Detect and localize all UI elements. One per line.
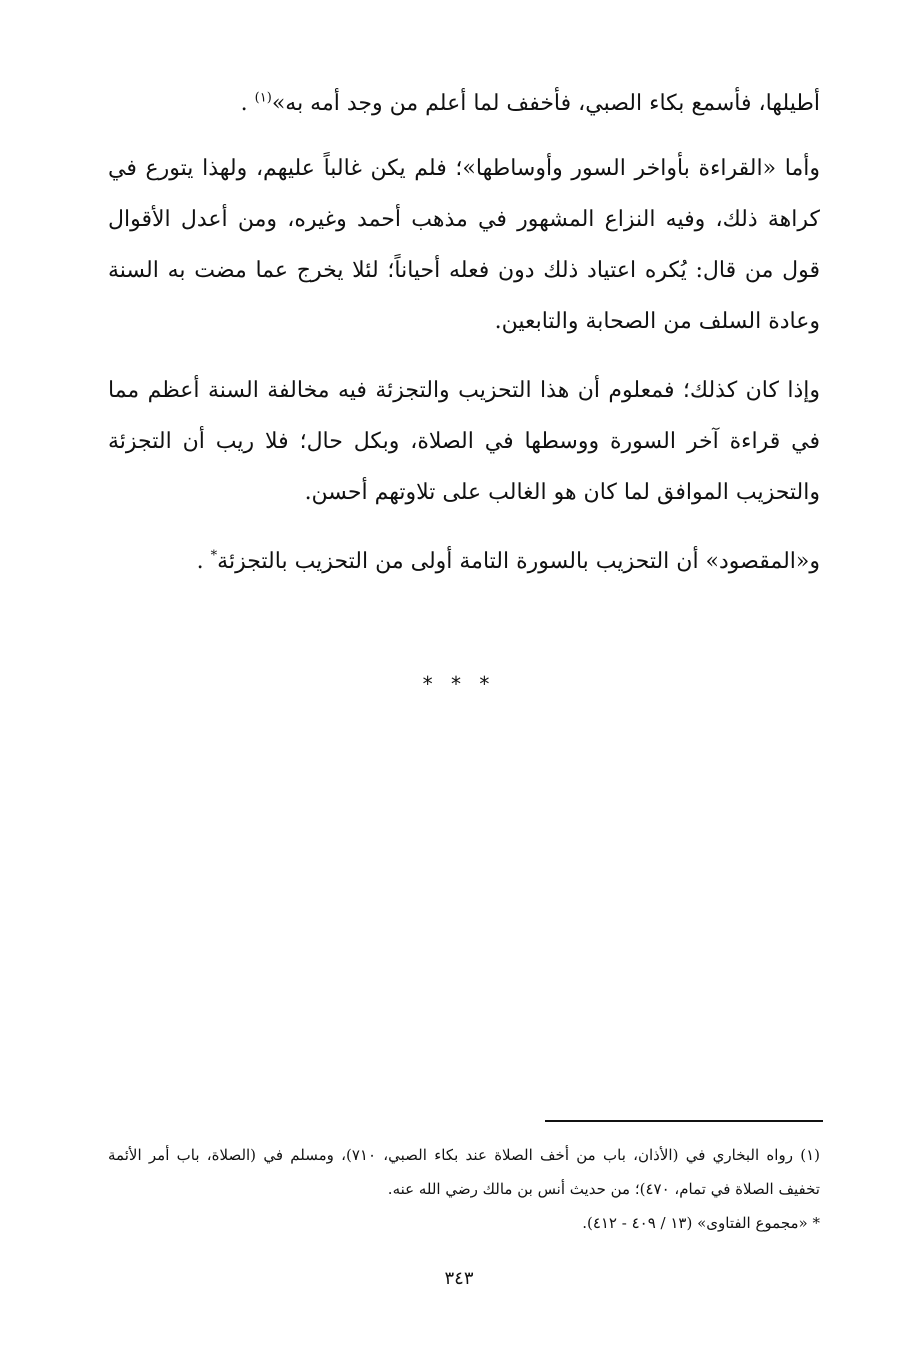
main-text bbox=[108, 78, 820, 605]
footnote-ref-asterisk[interactable]: * bbox=[210, 548, 218, 564]
footnote-1: (١) رواه البخاري في (الأذان، باب من أخف الصلاة عند بكاء الصبي، ٧١٠)، ومسلم في (الصلاة، باب أمر الأئمة تخفيف الصلاة في تمام، ٤٧٠)؛ من حديث أنس بن مالك رضي الله عنه. bbox=[108, 1146, 820, 1198]
paragraph-3: وإذا كان كذلك؛ فمعلوم أن هذا التحزيب والتجزئة فيه مخالفة السنة أعظم مما في قراءة آخر السورة ووسطها في الصلاة، وبكل حال؛ فلا ريب أن التجزئة والتحزيب الموافق لما كان هو الغالب على تلاوتهم أحسن. bbox=[108, 378, 820, 505]
paragraph-2: وأما «القراءة بأواخر السور وأوساطها»؛ فلم يكن غالباً عليهم، ولهذا يتورع في كراهة ذلك، وفيه النزاع المشهور في مذهب أحمد وغيره، ومن أعدل الأقوال قول من قال: يُكره اعتياد ذلك دون فعله أحياناً؛ لئلا يخرج عما مضت به السنة وعادة السلف من الصحابة والتابعين. bbox=[108, 156, 820, 334]
paragraph-4-text: و«المقصود» أن التحزيب بالسورة التامة أولى من التحزيب بالتجزئة bbox=[217, 549, 820, 574]
section-separator: * * * bbox=[422, 672, 496, 696]
footnote-2: * «مجموع الفتاوى» (١٣ / ٤٠٩ - ٤١٢). bbox=[582, 1214, 820, 1232]
footnote-divider bbox=[545, 1120, 823, 1122]
paragraph-1-text: أطيلها، فأسمع بكاء الصبي، فأخفف لما أعلم من وجد أمه به» bbox=[271, 91, 820, 116]
paragraph-4-end: . bbox=[196, 549, 211, 574]
footnote-ref-1[interactable]: (١) bbox=[254, 90, 272, 106]
paragraph-4 bbox=[108, 536, 820, 587]
page-number: ٣٤٣ bbox=[444, 1268, 474, 1289]
footnotes bbox=[108, 1138, 820, 1240]
paragraph-1-end: . bbox=[240, 91, 255, 116]
paragraph-1 bbox=[108, 78, 820, 129]
